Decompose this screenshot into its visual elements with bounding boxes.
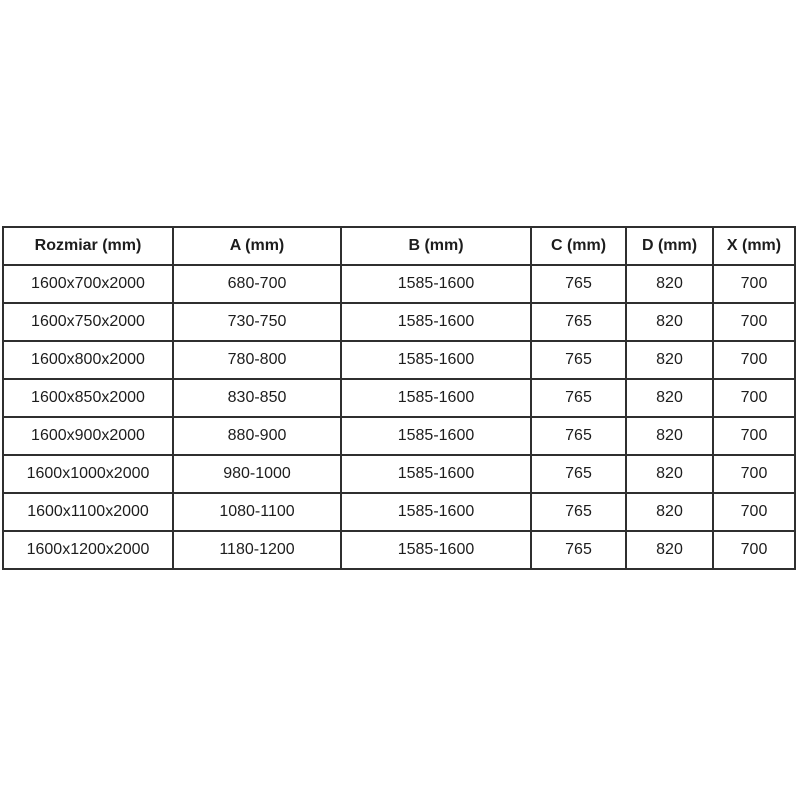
cell-rozmiar: 1600x1000x2000 [3, 455, 173, 493]
cell-a: 830-850 [173, 379, 341, 417]
table-row [3, 341, 795, 379]
cell-a: 980-1000 [173, 455, 341, 493]
cell-a: 1080-1100 [173, 493, 341, 531]
cell-c: 765 [531, 265, 626, 303]
table-row [3, 493, 795, 531]
cell-a: 780-800 [173, 341, 341, 379]
cell-b: 1585-1600 [341, 455, 531, 493]
cell-b: 1585-1600 [341, 379, 531, 417]
cell-x: 700 [713, 341, 795, 379]
table-row [3, 417, 795, 455]
column-header-x: X (mm) [713, 227, 795, 265]
cell-rozmiar: 1600x850x2000 [3, 379, 173, 417]
cell-a: 680-700 [173, 265, 341, 303]
cell-d: 820 [626, 417, 713, 455]
cell-b: 1585-1600 [341, 417, 531, 455]
cell-c: 765 [531, 303, 626, 341]
cell-c: 765 [531, 493, 626, 531]
cell-c: 765 [531, 531, 626, 569]
table-row [3, 455, 795, 493]
cell-b: 1585-1600 [341, 493, 531, 531]
cell-x: 700 [713, 417, 795, 455]
cell-b: 1585-1600 [341, 303, 531, 341]
cell-rozmiar: 1600x700x2000 [3, 265, 173, 303]
size-specification-table [2, 226, 796, 570]
cell-rozmiar: 1600x750x2000 [3, 303, 173, 341]
cell-d: 820 [626, 493, 713, 531]
table-row [3, 379, 795, 417]
table-row [3, 303, 795, 341]
column-header-d: D (mm) [626, 227, 713, 265]
cell-c: 765 [531, 379, 626, 417]
cell-d: 820 [626, 303, 713, 341]
cell-a: 880-900 [173, 417, 341, 455]
cell-x: 700 [713, 379, 795, 417]
cell-d: 820 [626, 265, 713, 303]
cell-c: 765 [531, 417, 626, 455]
cell-b: 1585-1600 [341, 531, 531, 569]
cell-rozmiar: 1600x900x2000 [3, 417, 173, 455]
column-header-rozmiar: Rozmiar (mm) [3, 227, 173, 265]
cell-c: 765 [531, 455, 626, 493]
cell-x: 700 [713, 303, 795, 341]
cell-x: 700 [713, 493, 795, 531]
cell-d: 820 [626, 455, 713, 493]
cell-d: 820 [626, 531, 713, 569]
column-header-b: B (mm) [341, 227, 531, 265]
cell-c: 765 [531, 341, 626, 379]
cell-rozmiar: 1600x800x2000 [3, 341, 173, 379]
cell-d: 820 [626, 341, 713, 379]
header-row [3, 227, 795, 265]
cell-x: 700 [713, 455, 795, 493]
cell-b: 1585-1600 [341, 341, 531, 379]
cell-x: 700 [713, 265, 795, 303]
table-row [3, 531, 795, 569]
cell-a: 1180-1200 [173, 531, 341, 569]
column-header-c: C (mm) [531, 227, 626, 265]
cell-rozmiar: 1600x1100x2000 [3, 493, 173, 531]
table-row [3, 265, 795, 303]
cell-d: 820 [626, 379, 713, 417]
column-header-a: A (mm) [173, 227, 341, 265]
cell-rozmiar: 1600x1200x2000 [3, 531, 173, 569]
cell-x: 700 [713, 531, 795, 569]
cell-a: 730-750 [173, 303, 341, 341]
cell-b: 1585-1600 [341, 265, 531, 303]
